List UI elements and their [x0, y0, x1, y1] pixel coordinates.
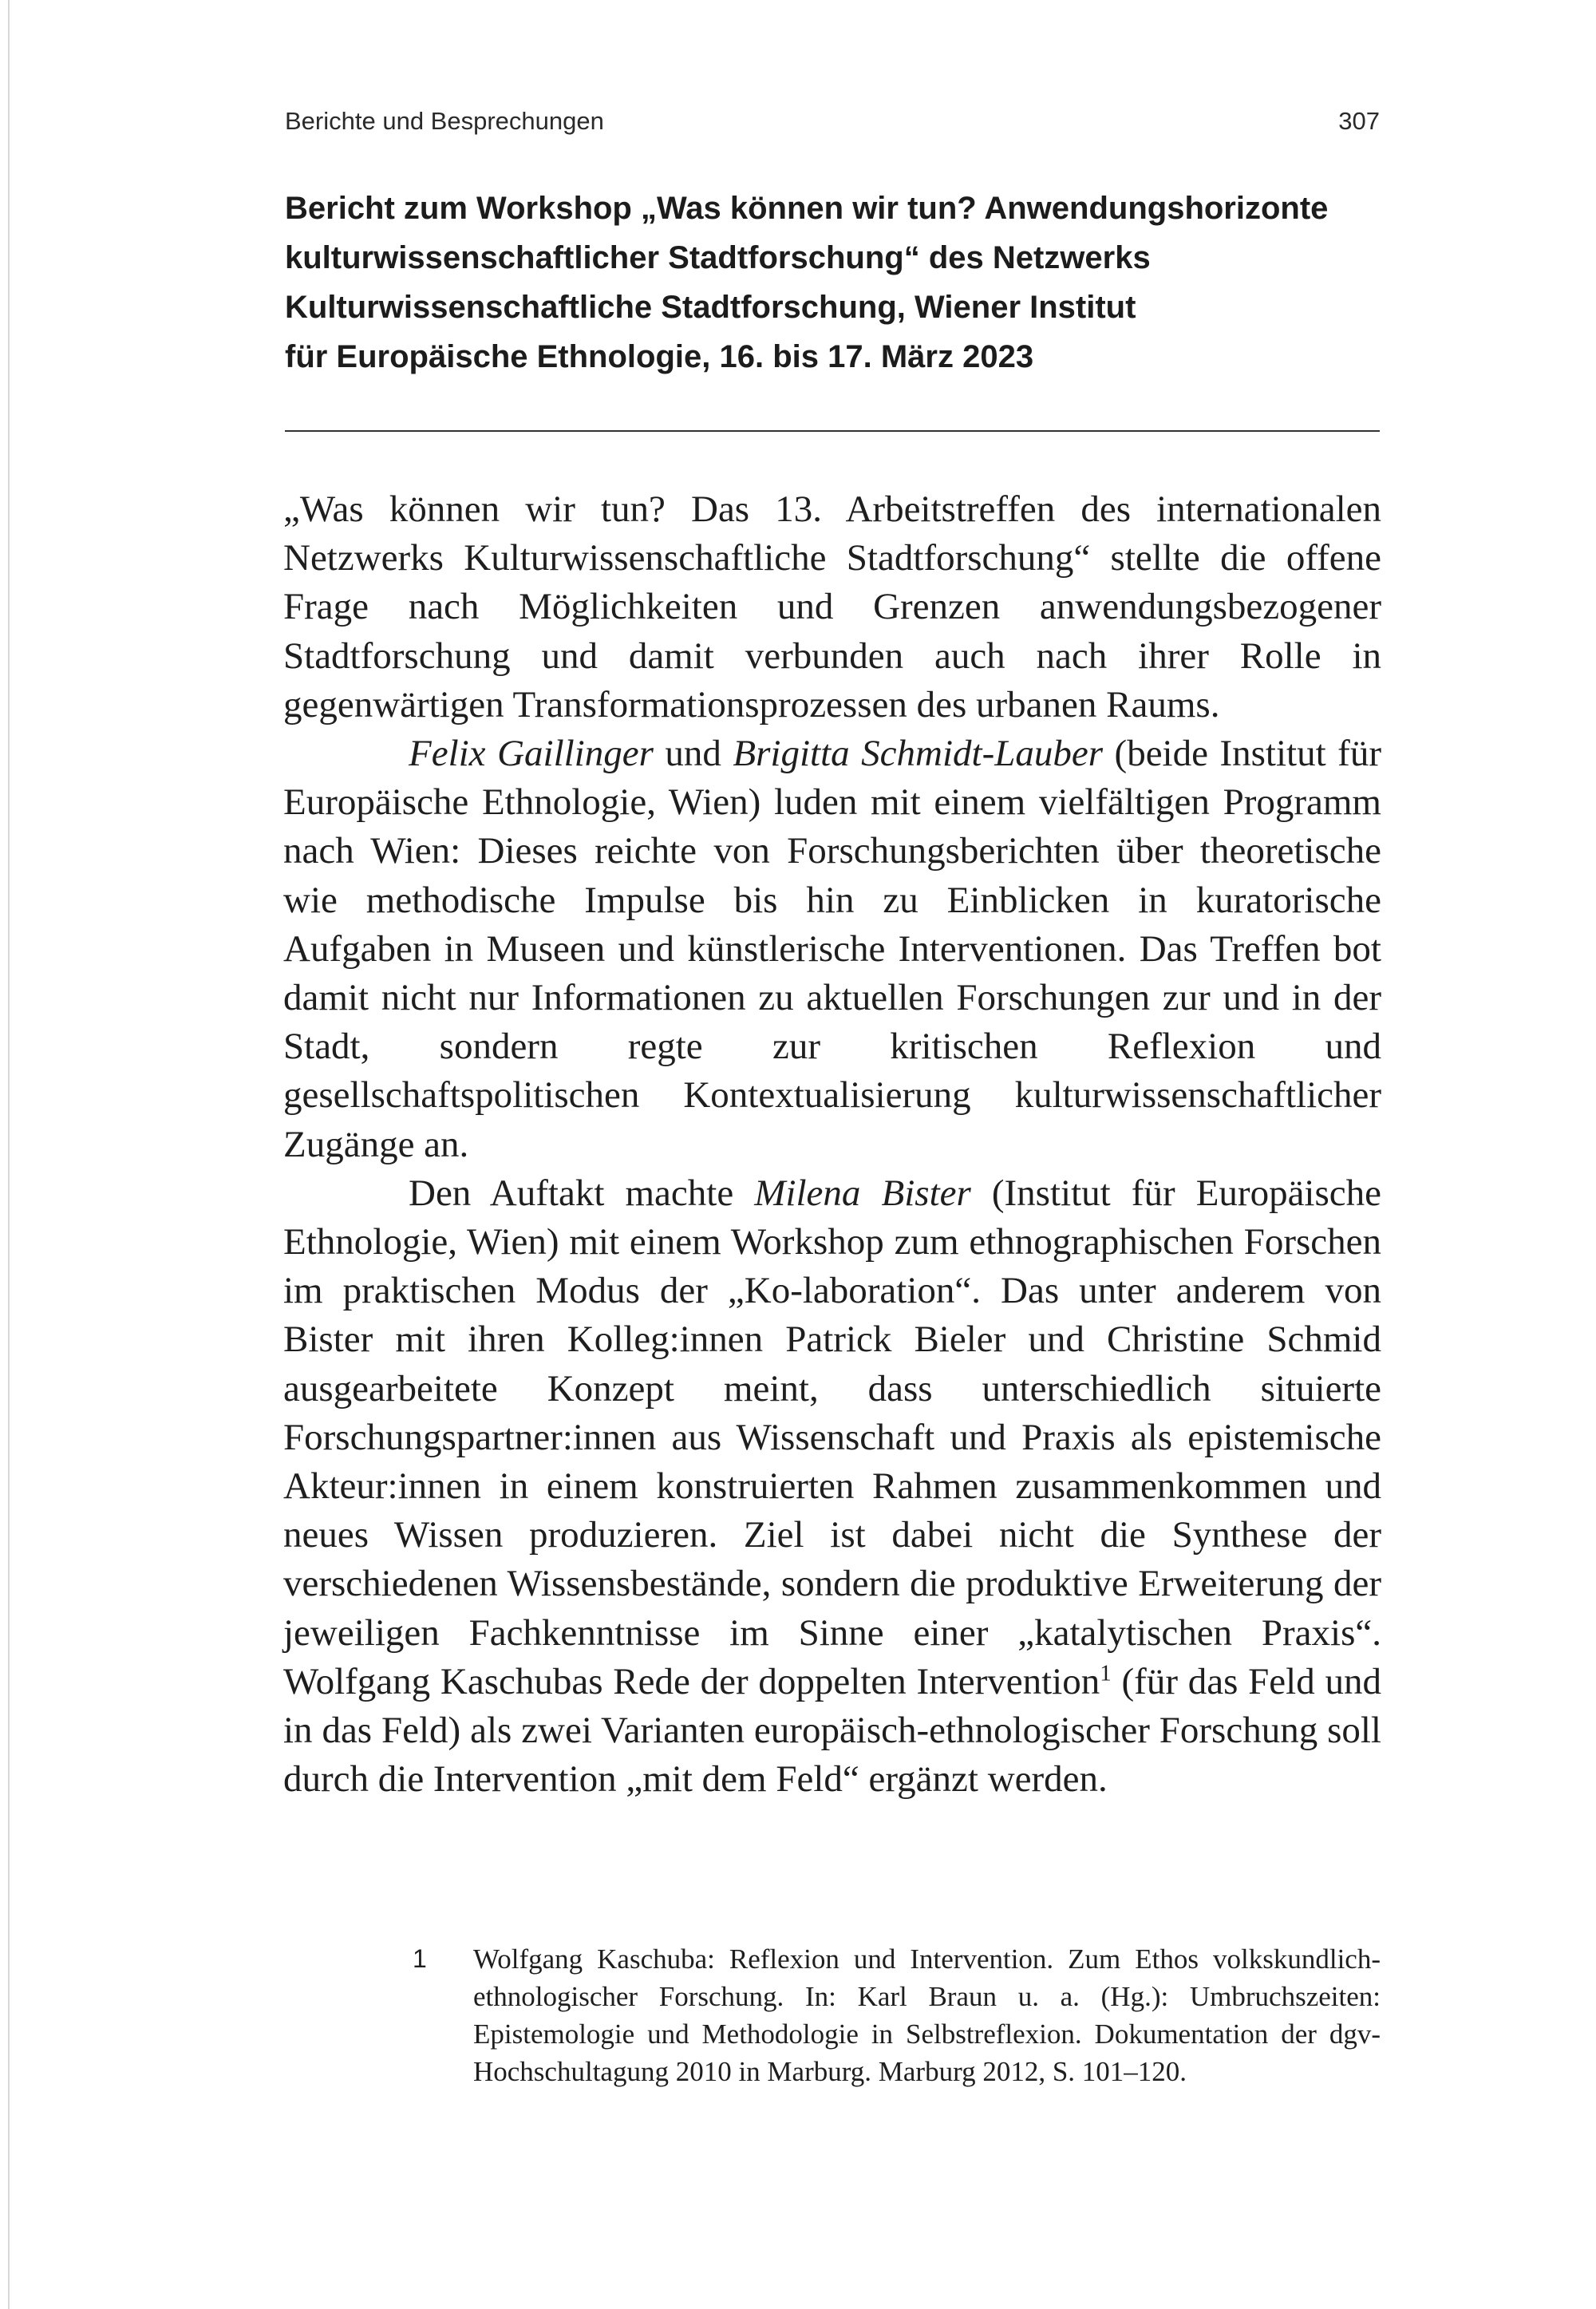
article-title-line: für Europäische Ethnologie, 16. bis 17. März 2023: [285, 339, 1034, 374]
person-name: Milena Bister: [754, 1172, 971, 1214]
person-name: Felix Gaillinger: [409, 733, 654, 775]
footnote-text: Wolfgang Kaschuba: Reflexion und Intervention. Zum Ethos volkskundlich-ethnologischer Forschung. In: Karl Braun u. a. (Hg.): Umbruchszeiten: Epistemologie und Methodologie in Selbstreflexion. Dokumentation der dgv-Hochschultagung 2010 in Marburg. Marburg 2012, S. 101–120.: [473, 1943, 1381, 2087]
text-run: (für das Feld und in das Feld) als zwei Varianten europäisch-ethnologischer Forschung soll durch die Intervention „mit dem Feld“ ergänzt werden.: [283, 1660, 1381, 1801]
body-paragraph-2: [283, 729, 1381, 1169]
page-number: 307: [1338, 107, 1380, 135]
footnote-reference[interactable]: 1: [1100, 1660, 1112, 1686]
text-run: (Institut für Europäische Ethnologie, Wien) mit einem Workshop zum ethnographischen Forschen im praktischen Modus der „Ko-laboration“. Das unter anderem von Bister mit ihren Kolleg:innen Patrick Bieler und Christine Schmid ausgearbeitete Konzept meint, dass unterschiedlich situierte Forschungspartner:innen aus Wissenschaft und Praxis als epistemische Akteur:innen in einem konstruierten Rahmen zusammenkommen und neues Wissen produzieren. Ziel ist dabei nicht die Synthese der verschiedenen Wissensbestände, sondern die produktive Erweiterung der jeweiligen Fachkenntnisse im Sinne einer „katalytischen Praxis“. Wolfgang Kaschubas Rede der doppelten Intervention: [283, 1172, 1381, 1702]
article-title-line: Kulturwissenschaftliche Stadtforschung, Wiener Institut: [285, 290, 1136, 325]
text-run: und: [653, 733, 733, 775]
article-body: [283, 485, 1381, 1804]
person-name: Brigitta Schmidt-Lauber: [733, 733, 1104, 775]
text-run: Den Auftakt machte: [409, 1172, 755, 1214]
article-title-line: kulturwissenschaftlicher Stadtforschung“ des Netzwerks: [285, 240, 1151, 275]
footnotes: [413, 1940, 1381, 2090]
footnote-number: 1: [413, 1944, 427, 1973]
footnote-item: [413, 1940, 1381, 2090]
title-divider: [285, 430, 1380, 432]
body-paragraph-1: „Was können wir tun? Das 13. Arbeitstreffen des internationalen Netzwerks Kulturwissenschaftliche Stadtforschung“ stellte die offene Frage nach Möglichkeiten und Grenzen anwendungsbezogener Stadtforschung und damit verbunden auch nach ihrer Rolle in gegenwärtigen Transformationsprozessen des urbanen Raums.: [283, 488, 1381, 726]
running-head-section: Berichte und Besprechungen: [285, 107, 604, 135]
article-title-line: Bericht zum Workshop „Was können wir tun? Anwendungshorizonte: [285, 191, 1329, 226]
text-run: (beide Institut für Europäische Ethnologie, Wien) luden mit einem vielfältigen Programm nach Wien: Dieses reichte von Forschungsberichten über theoretische wie methodische Impulse bis hin zu Einblicken in kuratorische Aufgaben in Museen und künstlerische Interventionen. Das Treffen bot damit nicht nur Informationen zu aktuellen Forschungen zur und in der Stadt, sondern regte zur kritischen Reflexion und gesellschaftspolitischen Kontextualisierung kulturwissenschaftlicher Zugänge an.: [283, 733, 1381, 1165]
article-title: [285, 184, 1402, 382]
body-paragraph-3: [283, 1169, 1381, 1805]
